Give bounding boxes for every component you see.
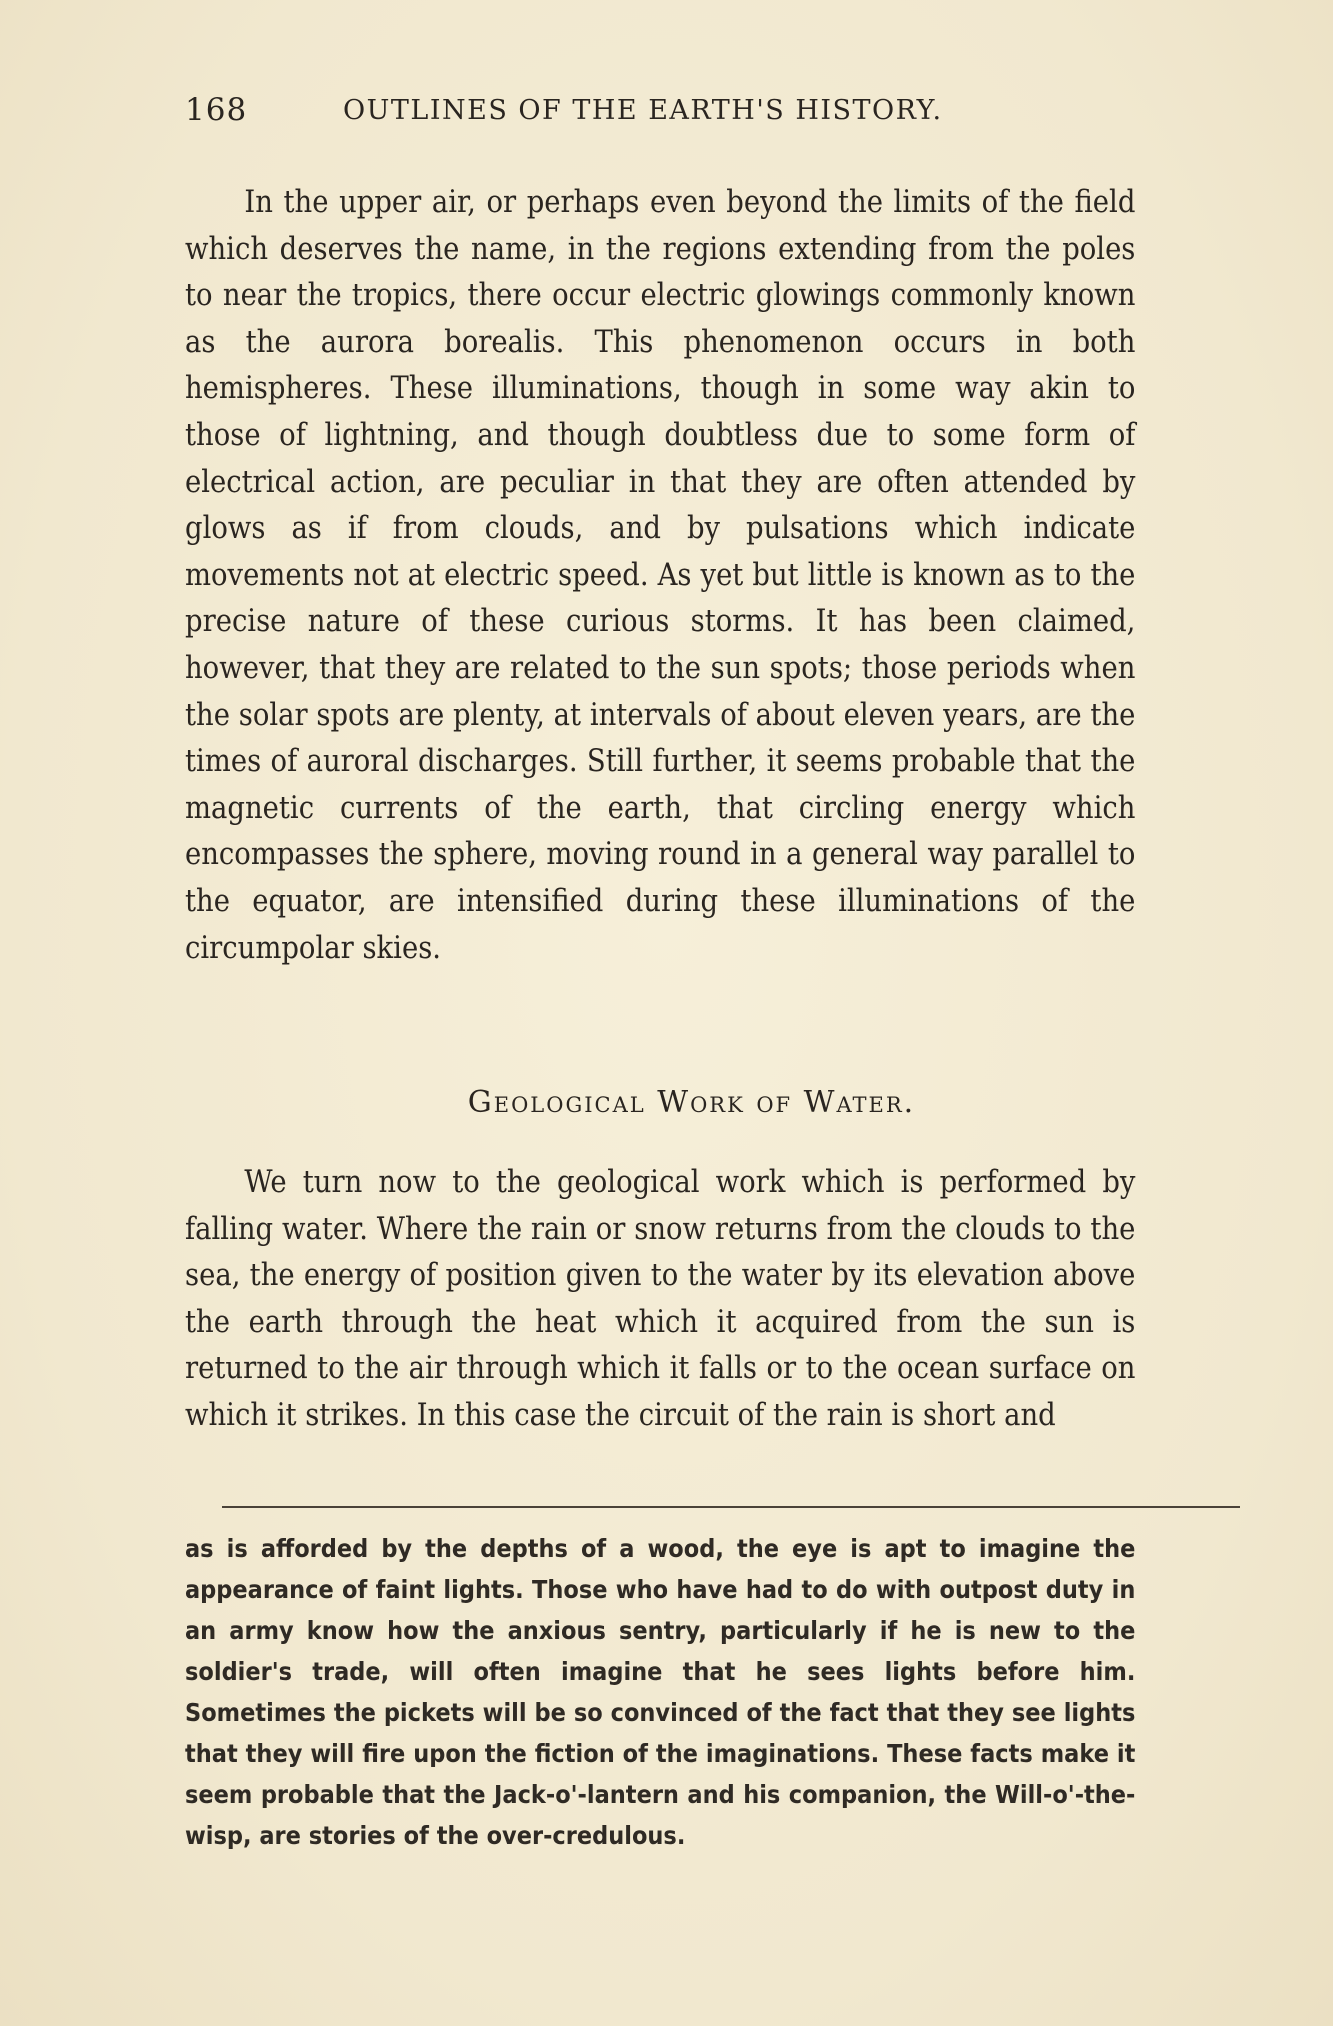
body-paragraph-aurora (185, 180, 1135, 972)
page-number: 168 (185, 92, 248, 128)
body-paragraph-water (185, 1160, 1135, 1440)
page-header (185, 92, 1125, 132)
paragraph-text: We turn now to the geological work which is performed by falling water. Where the rain or snow returns from the clouds to the sea, the energy of position given to the water by its elevation above the earth through the heat which it acquired from the sun is returned to the air through which it falls or to the ocean surface on which it strikes. In this case the circuit of the rain is short and (185, 1165, 1136, 1433)
section-heading: Geological Work of Water. (467, 1085, 916, 1120)
footnote-divider (222, 1506, 1240, 1508)
footnote-text: as is afforded by the depths of a wood, the eye is apt to imagine the appearance of faint lights. Those who have had to do with outpost duty in an army know how the anxious sentry, particularly if he is new to the soldier's trade, will often imagine that he sees lights before him. Sometimes the pickets will be so convinced of the fact that they see lights that they will fire upon the fiction of the imaginations. These facts make it seem probable that the Jack-o'-lantern and his companion, the Will-o'-the-wisp, are stories of the over-credulous. (185, 1534, 1136, 1850)
paragraph-text: In the upper air, or perhaps even beyond the limits of the field which deserves the name, in the regions extending from the poles to near the tropics, there occur electric glowings commonly known as the aurora borealis. This phenomenon occurs in both hemispheres. These illuminations, though in some way akin to those of lightning, and though doubtless due to some form of electrical action, are peculiar in that they are often attended by glows as if from clouds, and by pulsations which indicate movements not at electric speed. As yet but little is known as to the precise nature of these curious storms. It has been claimed, however, that they are related to the sun spots; those periods when the solar spots are plenty, at intervals of about eleven years, are the times of auroral discharges. Still further, it seems probable that the magnetic currents of the earth, that circling energy which encompasses the sphere, moving round in a general way parallel to the equator, are intensified during these illuminations of the circumpolar skies. (185, 185, 1136, 966)
footnote (185, 1528, 1135, 1856)
running-head: OUTLINES OF THE EARTH'S HISTORY. (343, 95, 943, 126)
